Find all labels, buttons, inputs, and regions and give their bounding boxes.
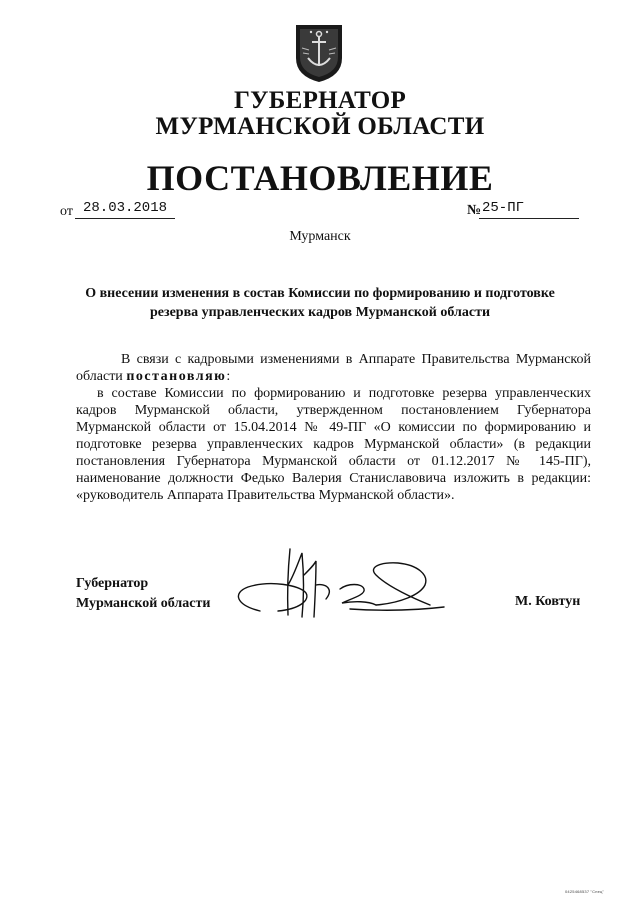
date-prefix: от [60,204,73,219]
intro-colon: : [226,369,231,384]
authority-line-1: ГУБЕРНАТОР [233,87,407,114]
decree-keyword: постановляю [126,369,227,384]
decree-item-paragraph [76,385,591,504]
signatory-title [76,574,210,614]
document-subject: О внесении изменения в состав Комиссии по формированию и подготовке резерва управленческих кадров Мурманской области [85,286,555,320]
issue-city: Мурманск [289,229,351,244]
document-type-title: ПОСТАНОВЛЕНИЕ [146,158,494,198]
signatory-title-line-2: Мурманской области [76,596,211,611]
signatory-name: М. Ковтун [515,594,581,609]
signatory-title-line-1: Губернатор [76,576,149,591]
document-date: 28.03.2018 [75,200,175,219]
number-prefix: № [467,203,482,218]
intro-text: В связи с кадровыми изменениями в Аппарате Правительства Мурманской области [76,352,591,384]
authority-line-2: МУРМАНСКОЙ ОБЛАСТИ [155,113,485,140]
coat-of-arms-icon [293,22,345,84]
registration-stamp: 0425468537 "Спец" [565,889,605,894]
document-number: 25-ПГ [479,200,579,219]
decree-item-text: в составе Комиссии по формированию и подготовке резерва управленческих кадров Мурманской области, утвержденном постановлением Губернатора Мурманской области от 15.04.2014 № 49-ПГ «О комиссии по формированию и подготовке резерва управленческих кадров Мурманской области» (в редакции постановления Губернатора Мурманской области от 01.12.2017 № 145-ПГ), наименование должности Федько Валерия Станиславовича изложить в редакции: «руководитель Аппарата Правительства Мурманской области». [76,386,591,503]
intro-paragraph [76,351,591,385]
handwritten-signature [230,545,445,623]
